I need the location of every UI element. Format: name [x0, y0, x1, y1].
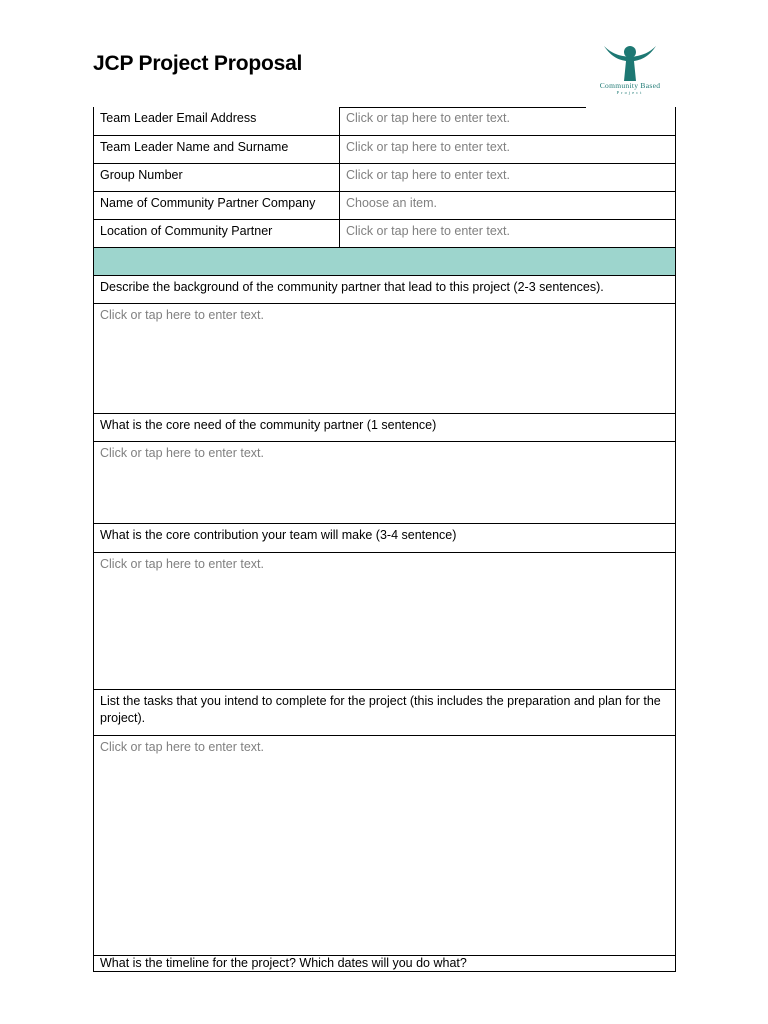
tasks-answer-field[interactable]: Click or tap here to enter text. — [94, 735, 676, 955]
field-row-partner-company — [94, 191, 676, 219]
logo-subtext: Project — [616, 90, 644, 95]
question-prompt: What is the timeline for the project? Which dates will you do what? — [94, 955, 676, 971]
question-prompt: Describe the background of the community partner that lead to this project (2-3 sentences). — [94, 275, 676, 303]
background-answer-field[interactable]: Click or tap here to enter text. — [94, 303, 676, 413]
community-based-project-logo — [590, 44, 670, 104]
question-row — [94, 275, 676, 303]
field-row-leader-name — [94, 135, 676, 163]
field-row-email — [94, 107, 676, 135]
answer-row — [94, 441, 676, 523]
proposal-form-table — [93, 107, 676, 972]
field-label: Name of Community Partner Company — [94, 191, 340, 219]
answer-row — [94, 735, 676, 955]
field-row-group-number — [94, 163, 676, 191]
field-label: Team Leader Name and Surname — [94, 135, 340, 163]
question-prompt: List the tasks that you intend to complete for the project (this includes the preparation and plan for the project). — [94, 689, 676, 735]
question-row — [94, 955, 676, 971]
partner-location-field[interactable]: Click or tap here to enter text. — [340, 219, 676, 247]
answer-row — [94, 303, 676, 413]
question-row — [94, 413, 676, 441]
email-field[interactable]: Click or tap here to enter text. — [340, 107, 676, 135]
group-number-field[interactable]: Click or tap here to enter text. — [340, 163, 676, 191]
field-row-partner-location — [94, 219, 676, 247]
question-prompt: What is the core contribution your team will make (3-4 sentence) — [94, 523, 676, 552]
question-row — [94, 523, 676, 552]
person-arms-raised-icon — [602, 44, 658, 82]
partner-company-dropdown[interactable]: Choose an item. — [340, 191, 676, 219]
field-label: Location of Community Partner — [94, 219, 340, 247]
answer-row — [94, 552, 676, 689]
leader-name-field[interactable]: Click or tap here to enter text. — [340, 135, 676, 163]
question-row — [94, 689, 676, 735]
logo-text: Community Based — [599, 81, 661, 90]
core-need-answer-field[interactable]: Click or tap here to enter text. — [94, 441, 676, 523]
field-label: Team Leader Email Address — [94, 107, 340, 135]
section-band — [94, 247, 676, 275]
question-prompt: What is the core need of the community partner (1 sentence) — [94, 413, 676, 441]
field-label: Group Number — [94, 163, 340, 191]
core-contribution-answer-field[interactable]: Click or tap here to enter text. — [94, 552, 676, 689]
document-title: JCP Project Proposal — [93, 52, 303, 75]
